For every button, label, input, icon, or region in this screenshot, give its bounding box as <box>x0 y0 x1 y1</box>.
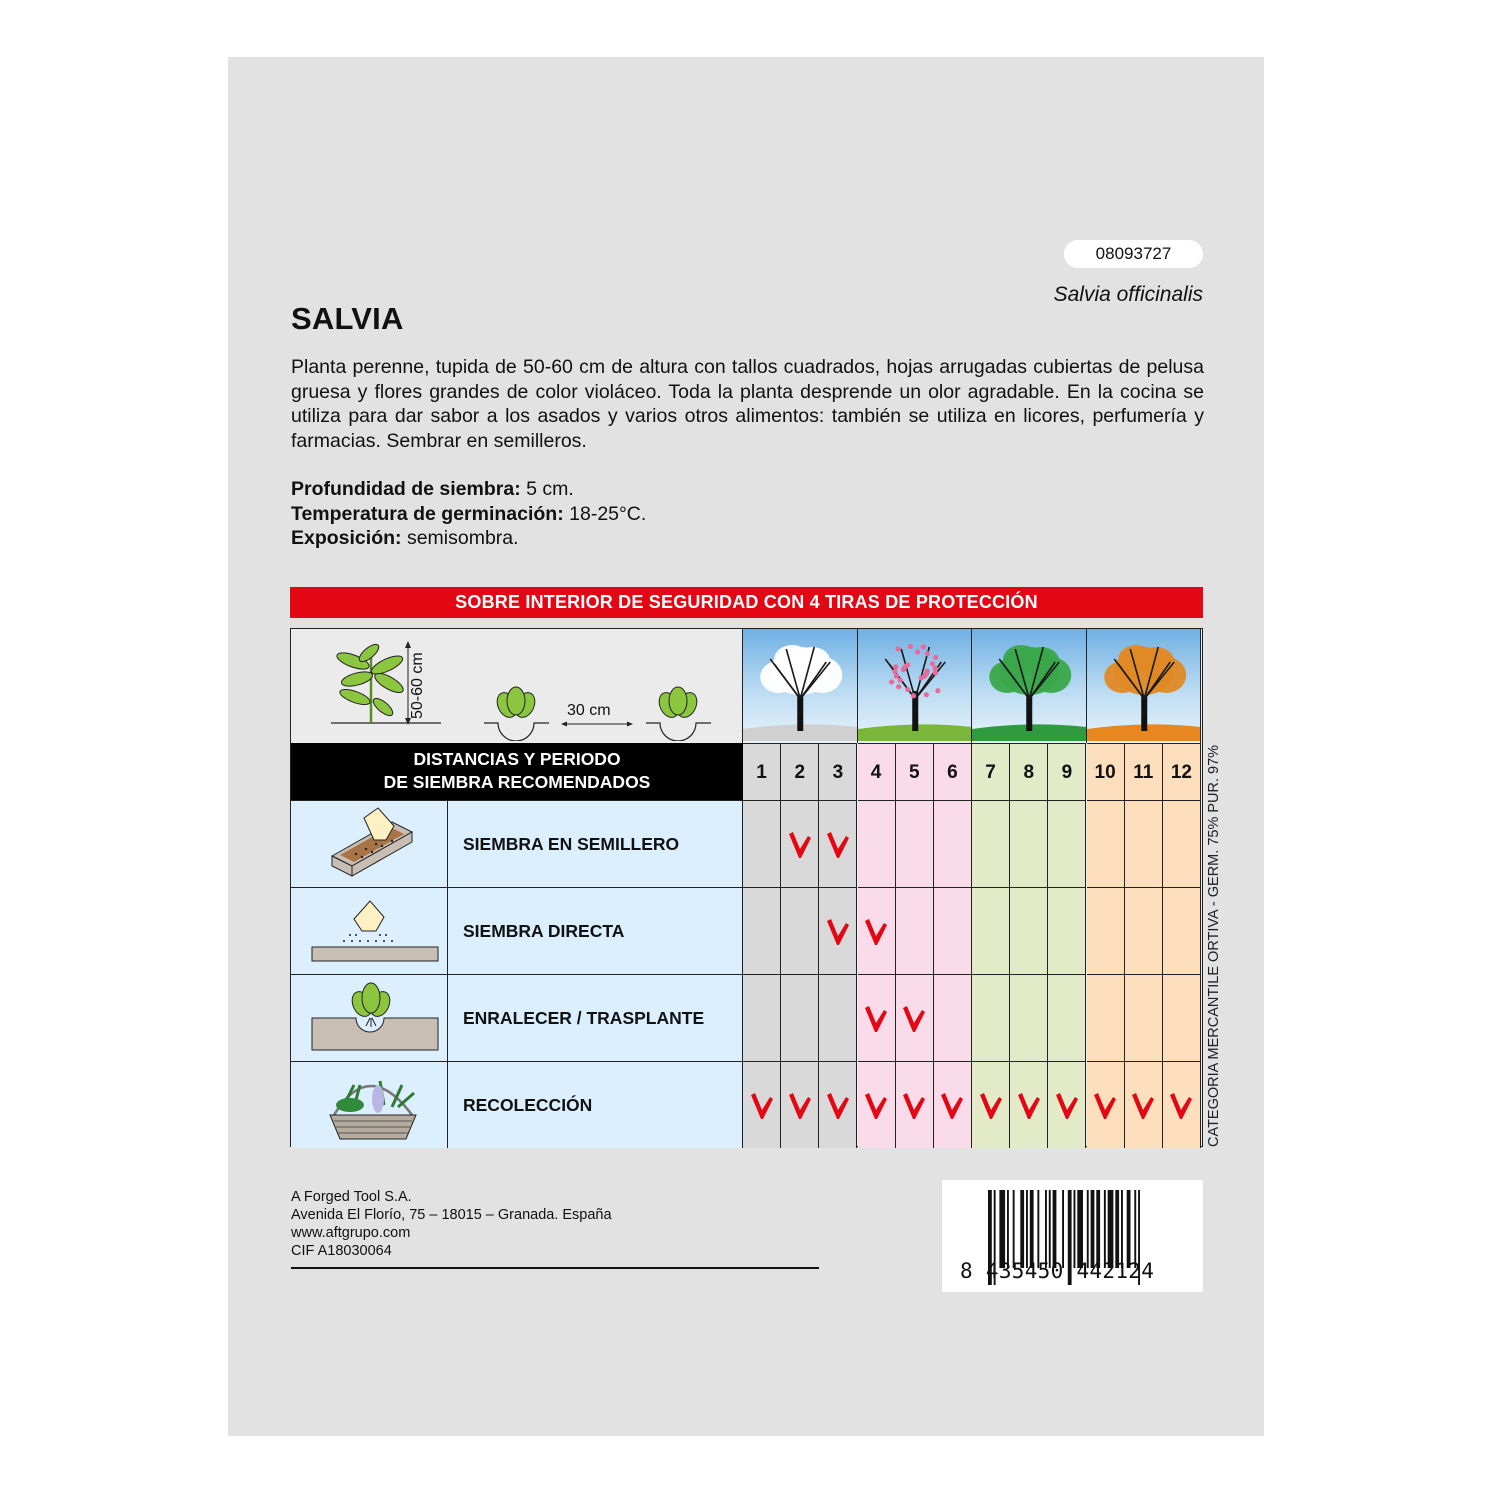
harvest-basket-icon <box>291 1061 448 1148</box>
header-line-1: DISTANCIAS Y PERIODO <box>413 749 621 769</box>
spec-value: semisombra. <box>401 527 519 549</box>
divider <box>291 1267 819 1269</box>
calendar-cell <box>1125 887 1163 974</box>
barcode-bar <box>1020 1190 1024 1268</box>
summer-tree-icon <box>972 629 1087 741</box>
activity-label: RECOLECCIÓN <box>448 1061 743 1148</box>
barcode-bar <box>1037 1190 1039 1268</box>
month-header: 9 <box>1048 743 1086 800</box>
calendar-cell <box>934 800 972 887</box>
calendar-cell <box>743 800 781 887</box>
security-banner: SOBRE INTERIOR DE SEGURIDAD CON 4 TIRAS DE PROTECCIÓN <box>290 587 1203 618</box>
barcode-bar <box>1104 1190 1106 1268</box>
check-mark-icon <box>1055 1090 1079 1120</box>
calendar-cell <box>1087 887 1125 974</box>
check-mark-icon <box>1131 1090 1155 1120</box>
calendar-cell <box>1163 800 1201 887</box>
height-label: 50-60 cm <box>409 652 426 719</box>
calendar-cell <box>1048 800 1086 887</box>
product-description: Planta perenne, tupida de 50-60 cm de altura con tallos cuadrados, hojas arrugadas cubiertas de pelusa gruesa y flores grandes de color violáceo. Toda la planta desprende un olor agradable. En la cocina se utiliza para dar sabor a los asados y varios otros alimentos: también se utiliza en licores, perfumería y farmacias. Sembrar en semilleros. <box>291 356 1204 452</box>
season-tree-winter <box>743 629 858 743</box>
calendar-cell <box>1048 1061 1086 1148</box>
calendar-cell <box>896 887 934 974</box>
calendar-cell <box>1048 974 1086 1061</box>
calendar-cell <box>1087 800 1125 887</box>
season-tree-spring <box>858 629 973 743</box>
activity-label: SIEMBRA DIRECTA <box>448 887 743 974</box>
calendar-cell <box>934 887 972 974</box>
spec-temperature <box>291 502 646 527</box>
check-mark-icon <box>826 829 850 859</box>
barcode-bar <box>1121 1190 1123 1268</box>
calendar-cell <box>1125 1061 1163 1148</box>
calendar-cell <box>972 1061 1010 1148</box>
barcode-bar <box>1108 1190 1114 1268</box>
barcode-bar <box>1096 1190 1100 1268</box>
calendar-cell <box>896 800 934 887</box>
check-mark-icon <box>902 1003 926 1033</box>
company-website[interactable]: www.aftgrupo.com <box>291 1225 411 1241</box>
spec-value: 18-25°C. <box>563 502 647 525</box>
activity-label: ENRALECER / TRASPLANTE <box>448 974 743 1061</box>
calendar-cell <box>896 974 934 1061</box>
spec-depth <box>291 477 646 502</box>
month-header: 11 <box>1125 743 1163 800</box>
check-mark-icon <box>864 1003 888 1033</box>
month-header: 5 <box>896 743 934 800</box>
check-mark-icon <box>902 1090 926 1120</box>
calendar-cell <box>819 800 857 887</box>
calendar-cell <box>972 887 1010 974</box>
spec-exposure <box>291 526 646 551</box>
calendar-cell <box>1087 974 1125 1061</box>
company-name: A Forged Tool S.A. <box>291 1189 412 1205</box>
barcode-bar <box>1134 1190 1136 1268</box>
calendar-cell <box>1125 974 1163 1061</box>
specs-list <box>291 477 646 551</box>
calendar-cell <box>1010 974 1048 1061</box>
calendar-cell <box>743 1061 781 1148</box>
calendar-cell <box>1010 1061 1048 1148</box>
month-header: 4 <box>858 743 896 800</box>
company-info <box>291 1188 612 1260</box>
check-mark-icon <box>788 829 812 859</box>
barcode-bar <box>1087 1190 1089 1268</box>
product-title: SALVIA <box>291 301 404 336</box>
calendar-cell <box>972 800 1010 887</box>
calendar-cell <box>1163 887 1201 974</box>
distances-illustration <box>291 629 743 743</box>
calendar-cell <box>1010 800 1048 887</box>
sowing-calendar-table <box>290 628 1203 1147</box>
month-header: 6 <box>934 743 972 800</box>
calendar-cell <box>934 1061 972 1148</box>
header-line-2: DE SIEMBRA RECOMENDADOS <box>383 772 651 792</box>
calendar-cell <box>896 1061 934 1148</box>
barcode-bar <box>1074 1190 1076 1268</box>
calendar-cell <box>781 974 819 1061</box>
calendar-cell <box>1087 1061 1125 1148</box>
check-mark-icon <box>940 1090 964 1120</box>
calendar-cell <box>972 974 1010 1061</box>
calendar-cell <box>819 887 857 974</box>
check-mark-icon <box>864 1090 888 1120</box>
barcode-bar <box>1045 1190 1047 1268</box>
barcode-bar <box>1091 1190 1095 1268</box>
month-header: 1 <box>743 743 781 800</box>
barcode-bar <box>1077 1190 1083 1268</box>
calendar-cell <box>819 1061 857 1148</box>
spec-label: Exposición: <box>291 527 402 549</box>
calendar-cell <box>1163 1061 1201 1148</box>
latin-name: Salvia officinalis <box>1053 283 1203 306</box>
month-header: 12 <box>1163 743 1201 800</box>
calendar-cell <box>858 800 896 887</box>
check-mark-icon <box>864 916 888 946</box>
month-header: 2 <box>781 743 819 800</box>
calendar-cell <box>743 887 781 974</box>
plant-height-icon <box>291 629 741 741</box>
check-mark-icon <box>826 916 850 946</box>
check-mark-icon <box>1093 1090 1117 1120</box>
barcode-bar <box>999 1190 1005 1268</box>
calendar-cell <box>858 887 896 974</box>
calendar-cell <box>1010 887 1048 974</box>
spec-label: Profundidad de siembra: <box>291 478 521 500</box>
barcode-bar <box>1013 1190 1015 1268</box>
barcode-bar <box>1026 1190 1028 1268</box>
table-header-title <box>291 743 743 800</box>
winter-tree-icon <box>743 629 858 741</box>
month-header: 8 <box>1010 743 1048 800</box>
barcode-bar <box>1007 1190 1009 1268</box>
product-code: 08093727 <box>1064 240 1203 268</box>
calendar-cell <box>1048 887 1086 974</box>
autumn-tree-icon <box>1087 629 1202 741</box>
season-tree-summer <box>972 629 1087 743</box>
company-cif: CIF A18030064 <box>291 1243 392 1259</box>
calendar-cell <box>1125 800 1163 887</box>
barcode-bar <box>1127 1190 1131 1268</box>
barcode-number: 8 435450 442124 <box>960 1259 1155 1283</box>
month-header: 3 <box>819 743 857 800</box>
barcode-bar <box>1049 1190 1051 1268</box>
calendar-cell <box>781 887 819 974</box>
calendar-cell <box>819 974 857 1061</box>
seed-tray-icon <box>291 800 448 887</box>
barcode-bar <box>1115 1190 1119 1268</box>
calendar-cell <box>743 974 781 1061</box>
spacing-label: 30 cm <box>567 702 611 719</box>
season-tree-autumn <box>1087 629 1202 743</box>
calendar-cell <box>858 974 896 1061</box>
activity-label: SIEMBRA EN SEMILLERO <box>448 800 743 887</box>
barcode <box>942 1180 1203 1292</box>
check-mark-icon <box>979 1090 1003 1120</box>
barcode-bar <box>1030 1190 1034 1268</box>
calendar-cell <box>858 1061 896 1148</box>
month-header: 7 <box>972 743 1010 800</box>
spring-tree-icon <box>858 629 973 741</box>
check-mark-icon <box>826 1090 850 1120</box>
month-header: 10 <box>1087 743 1125 800</box>
check-mark-icon <box>1169 1090 1193 1120</box>
company-address: Avenida El Florío, 75 – 18015 – Granada. España <box>291 1207 612 1223</box>
calendar-cell <box>781 800 819 887</box>
barcode-bar <box>1062 1190 1064 1268</box>
check-mark-icon <box>1017 1090 1041 1120</box>
spec-value: 5 cm. <box>520 478 574 500</box>
check-mark-icon <box>750 1090 774 1120</box>
barcode-bar <box>1053 1190 1057 1268</box>
calendar-cell <box>934 974 972 1061</box>
direct-sowing-icon <box>291 887 448 974</box>
check-mark-icon <box>788 1090 812 1120</box>
transplant-icon <box>291 974 448 1061</box>
calendar-cell <box>781 1061 819 1148</box>
quality-category-text: CATEGORIA MERCANTILE ORTIVA - GERM. 75% PUR. 97% <box>1206 744 1222 1147</box>
spec-label: Temperatura de germinación: <box>291 502 564 525</box>
calendar-cell <box>1163 974 1201 1061</box>
